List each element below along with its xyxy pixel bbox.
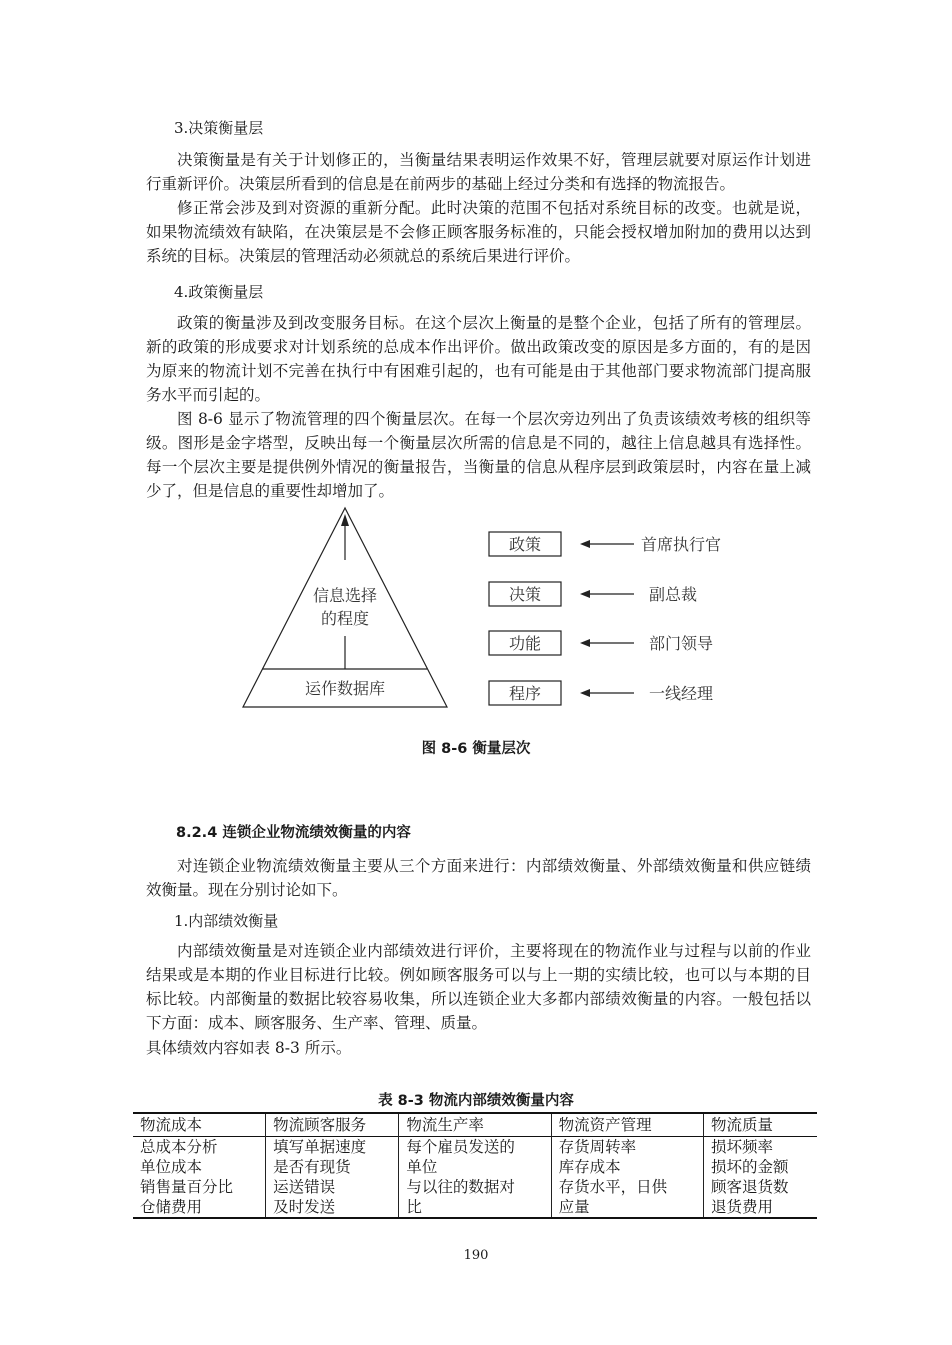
cell-line: 单位成本 (140, 1158, 203, 1176)
cell-line: 损坏的金额 (710, 1158, 789, 1176)
table-cell-quality (703, 1137, 817, 1219)
table-cell-cost (133, 1137, 266, 1219)
paragraph: 修正常会涉及到对资源的重新分配。此时决策的范围不包括对系统目标的改变。也就是说，如果物流绩效有缺陷，在决策层是不会修正顾客服务标准的，只能会授权增加附加的费用以达到系统的目标。决策层的管理活动必须就总的系统后果进行评价。 (146, 199, 811, 265)
section-title: 8.2.4 连锁企业物流绩效衡量的内容 (176, 825, 411, 841)
paragraph: 政策的衡量涉及到改变服务目标。在这个层次上衡量的是整个企业，包括了所有的管理层。新的政策的形成要求对计划系统的总成本作出评价。做出政策改变的原因是多方面的，有的是因为原来的物流计划不完善在执行中有困难引起的，也有可能是由于其他部门要求物流部门提高服务水平而引起的。 (146, 314, 811, 404)
column-header: 物流成本 (133, 1113, 266, 1137)
cell-line: 销售量百分比 (140, 1178, 234, 1196)
column-header: 物流资产管理 (551, 1113, 703, 1137)
cell-line: 库存成本 (558, 1158, 621, 1176)
owner-label-dept-head: 部门领导 (649, 634, 714, 653)
table-row (133, 1137, 817, 1219)
cell-line: 应量 (558, 1198, 590, 1216)
cell-line: 存货水平，日供 (558, 1178, 668, 1196)
paragraph: 内部绩效衡量是对连锁企业内部绩效进行评价，主要将现在的物流作业与过程与以前的作业结果或是本期的作业目标进行比较。例如顾客服务可以与上一期的实绩比较，也可以与本期的目标比较。内部衡量的数据比较容易收集，所以连锁企业大多都内部绩效衡量的内容。一般包括以下方面：成本、顾客服务、生产率、管理、质量。 (146, 942, 811, 1032)
owner-arrowhead-dept-head (580, 639, 590, 647)
performance-table (133, 1112, 817, 1219)
cell-line: 存货周转率 (558, 1138, 637, 1156)
owner-label-vp: 副总裁 (649, 585, 698, 604)
cell-line: 每个雇员发送的 (406, 1138, 515, 1156)
table-caption: 表 8-3 物流内部绩效衡量内容 (378, 1093, 574, 1109)
table-header-row (133, 1113, 817, 1137)
section-heading-decision: 3.决策衡量层 (174, 119, 264, 137)
owner-arrowhead-ceo (580, 540, 590, 548)
level-label-policy: 政策 (508, 535, 542, 554)
cell-line: 仓储费用 (140, 1198, 203, 1216)
pyramid-base-label: 运作数据库 (304, 679, 386, 698)
table-cell-productivity (399, 1137, 551, 1219)
page-number: 190 (463, 1248, 489, 1263)
cell-line: 损坏频率 (710, 1138, 773, 1156)
level-label-function: 功能 (508, 634, 542, 653)
paragraph: 具体绩效内容如表 8-3 所示。 (146, 1039, 352, 1057)
level-label-procedure: 程序 (508, 684, 542, 703)
pyramid-label-line1: 信息选择 (312, 586, 378, 605)
measurement-levels-diagram (230, 500, 750, 715)
level-label-decision: 决策 (508, 585, 542, 604)
cell-line: 退货费用 (710, 1198, 773, 1216)
table-cell-assets (551, 1137, 703, 1219)
column-header: 物流质量 (703, 1113, 817, 1137)
cell-line: 顾客退货数 (710, 1178, 789, 1196)
cell-line: 单位 (406, 1158, 438, 1176)
cell-line: 及时发送 (273, 1198, 336, 1216)
cell-line: 总成本分析 (140, 1138, 218, 1156)
section-heading-policy: 4.政策衡量层 (174, 283, 264, 301)
owner-arrowhead-vp (580, 590, 590, 598)
cell-line: 比 (406, 1198, 422, 1216)
paragraph: 对连锁企业物流绩效衡量主要从三个方面来进行：内部绩效衡量、外部绩效衡量和供应链绩效衡量。现在分别讨论如下。 (146, 857, 811, 899)
sub-heading-internal: 1.内部绩效衡量 (174, 912, 279, 930)
cell-line: 填写单据速度 (273, 1138, 367, 1156)
table-cell-service (266, 1137, 399, 1219)
owner-label-line-manager: 一线经理 (649, 684, 714, 703)
column-header: 物流生产率 (399, 1113, 551, 1137)
paragraph: 决策衡量是有关于计划修正的，当衡量结果表明运作效果不好，管理层就要对原运作计划进行重新评价。决策层所看到的信息是在前两步的基础上经过分类和有选择的物流报告。 (146, 151, 811, 193)
column-header: 物流顾客服务 (266, 1113, 399, 1137)
cell-line: 运送错误 (273, 1178, 336, 1196)
owner-label-ceo: 首席执行官 (641, 535, 722, 554)
figure-caption: 图 8-6 衡量层次 (421, 741, 531, 757)
cell-line: 是否有现货 (273, 1158, 351, 1176)
paragraph: 图 8-6 显示了物流管理的四个衡量层次。在每一个层次旁边列出了负责该绩效考核的组织等级。图形是金字塔型，反映出每一个衡量层次所需的信息是不同的，越往上信息越具有选择性。每一个层次主要是提供例外情况的衡量报告，当衡量的信息从程序层到政策层时，内容在量上减少了，但是信息的重要性却增加了。 (146, 410, 811, 500)
pyramid-label-line2: 的程度 (320, 609, 370, 628)
selection-arrow-head (341, 514, 349, 526)
cell-line: 与以往的数据对 (406, 1178, 515, 1196)
owner-arrowhead-line-manager (580, 689, 590, 697)
